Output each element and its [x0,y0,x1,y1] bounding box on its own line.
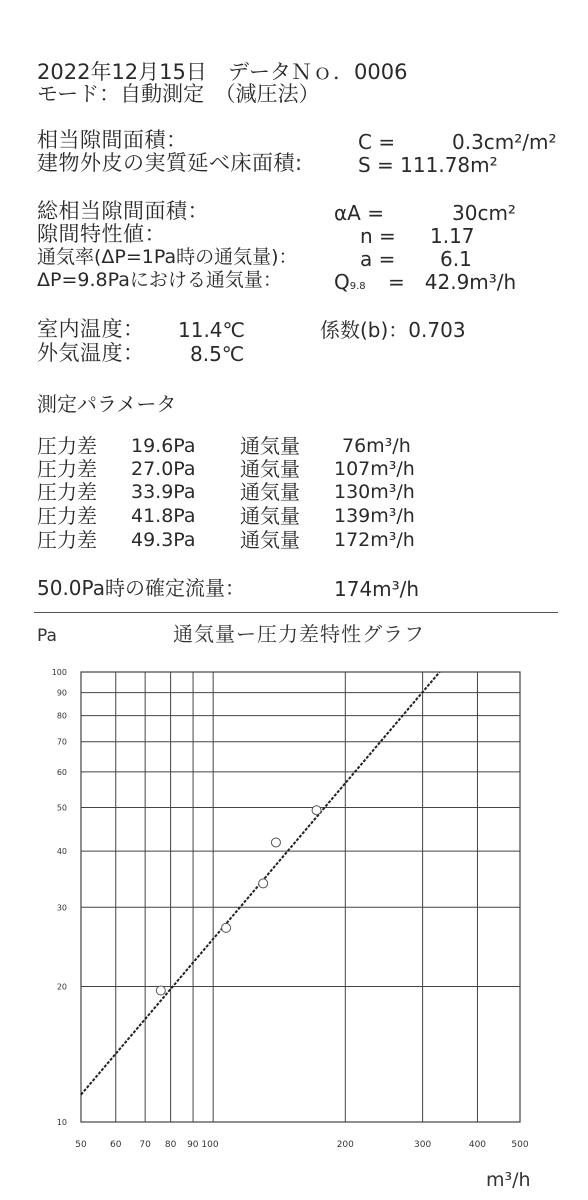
param-row-3-f-label: 通気量 [240,480,300,504]
param-row-1-p-label: 圧力差 [37,434,97,458]
param-row-4-flow: 139m³/h [334,505,415,527]
param-row-5-pressure: 49.3Pa [131,529,196,551]
outdoor-temp-value: 8.5℃ [190,342,245,366]
y-tick-label: 70 [56,737,67,747]
y-tick-label: 90 [56,688,67,698]
data-point [271,838,280,847]
data-point [156,986,165,995]
chart-title: 通気量ー圧力差特性グラフ [173,622,425,646]
confirmed-flow-value: 174m³/h [334,577,420,601]
y-tick-label: 100 [51,668,67,677]
q-label: ΔP=9.8Paにおける通気量： [37,269,282,291]
alpha-a-value: 30cm² [452,201,516,225]
n-label: 隙間特性値： [37,222,166,246]
data-point [222,923,231,932]
y-tick-label: 10 [56,1118,67,1127]
y-tick-label: 50 [56,803,67,813]
param-row-3-p-label: 圧力差 [37,480,97,504]
confirmed-flow-label: 50.0Pa時の確定流量： [37,576,245,600]
param-row-3-flow: 130m³/h [334,481,415,503]
param-row-2-flow: 107m³/h [334,458,415,480]
x-tick-label: 60 [110,1140,122,1150]
param-row-1-pressure: 19.6Pa [131,435,196,457]
s-label: 建物外皮の実質延べ床面積: [37,151,303,175]
a-label: 通気率(ΔP=1Pa時の通気量)： [37,246,298,268]
x-tick-label: 300 [414,1140,432,1150]
data-number: データＮｏ．0006 [228,60,408,84]
alpha-a-label: 総相当隙間面積： [37,199,209,223]
param-row-5-p-label: 圧力差 [37,528,97,552]
y-tick-label: 20 [56,982,67,992]
c-eq: C = [358,130,396,154]
x-tick-label: 500 [511,1140,529,1150]
param-row-2-f-label: 通気量 [240,457,300,481]
param-row-5-f-label: 通気量 [240,528,300,552]
param-row-1-f-label: 通気量 [240,434,300,458]
param-row-2-pressure: 27.0Pa [131,458,196,480]
param-row-4-f-label: 通気量 [240,504,300,528]
param-row-4-pressure: 41.8Pa [131,505,196,527]
y-axis-label: Pa [37,626,57,646]
a-value: 6.1 [440,247,472,271]
params-title: 測定パラメータ [37,392,177,416]
indoor-temp-label: 室内温度： [37,317,145,341]
y-tick-label: 30 [56,903,67,913]
param-row-5-flow: 172m³/h [334,529,415,551]
param-row-2-p-label: 圧力差 [37,457,97,481]
x-tick-label: 400 [468,1140,487,1150]
x-tick-label: 80 [164,1140,177,1150]
n-eq: n = [360,224,396,248]
date: 2022年12月15日 [37,60,207,84]
data-point [312,806,321,815]
c-label: 相当隙間面積： [37,128,188,152]
measurement-mode: モード：自動測定 （減圧法） [37,82,320,106]
x-tick-label: 200 [336,1140,354,1150]
q-symbol: Q [334,270,350,294]
outdoor-temp-label: 外気温度： [37,341,145,365]
y-tick-label: 40 [56,847,67,857]
param-row-1-flow: 76m³/h [342,435,411,457]
q-value: = 42.9m³/h [388,270,517,294]
indoor-temp-value: 11.4℃ [178,318,245,342]
a-eq: a = [360,247,396,271]
q-subscript: 9.8 [349,281,366,292]
s-eq: S = 111.78m² [358,153,498,177]
data-point [259,879,268,888]
x-axis-label: m³/h [486,1169,531,1191]
x-tick-label: 70 [139,1140,151,1150]
plot-frame [81,672,520,1122]
x-tick-label: 90 100 [187,1140,219,1150]
param-row-3-pressure: 33.9Pa [131,481,196,503]
c-value: 0.3cm²/m² [452,130,557,154]
y-tick-label: 60 [56,767,67,777]
y-tick-label: 80 [56,711,67,721]
alpha-a-eq: αA = [334,201,384,225]
param-row-4-p-label: 圧力差 [37,504,97,528]
x-tick-label: 50 [75,1140,87,1150]
coefficient-b: 係数(b)：0.703 [320,318,466,342]
n-value: 1.17 [430,224,475,248]
